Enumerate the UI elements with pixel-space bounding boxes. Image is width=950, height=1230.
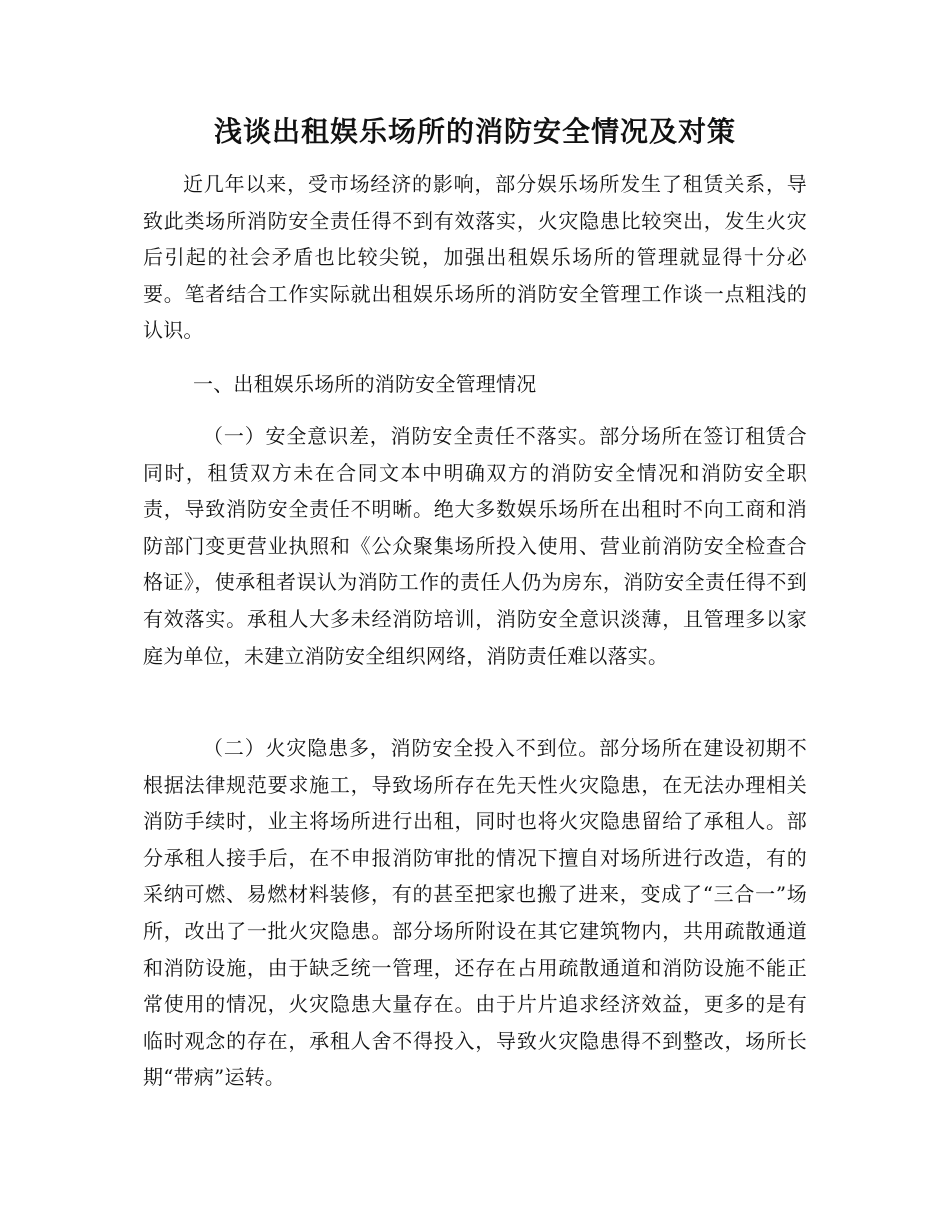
section-heading: 一、出租娱乐场所的消防安全管理情况 xyxy=(193,372,537,396)
document-title: 浅谈出租娱乐场所的消防安全情况及对策 xyxy=(213,115,736,148)
point-one-paragraph: （一）安全意识差，消防安全责任不落实。部分场所在签订租赁合同时，租赁双方未在合同文本中明确双方的消防安全情况和消防安全职责，导致消防安全责任不明晰。绝大多数娱乐场所在出租时不向工商和消防部门变更营业执照和《公众聚集场所投入使用、营业前消防安全检查合格证》，使承租者误认为消防工作的责任人仍为房东，消防安全责任得不到有效落实。承租人大多未经消防培训，消防安全意识淡薄，且管理多以家庭为单位，未建立消防安全组织网络，消防责任难以落实。 xyxy=(143,424,807,668)
intro-paragraph: 近几年以来，受市场经济的影响，部分娱乐场所发生了租赁关系，导致此类场所消防安全责任得不到有效落实，火灾隐患比较突出，发生火灾后引起的社会矛盾也比较尖锐，加强出租娱乐场所的管理就显得十分必要。笔者结合工作实际就出租娱乐场所的消防安全管理工作谈一点粗浅的认识。 xyxy=(143,172,807,343)
point-two-paragraph: （二）火灾隐患多，消防安全投入不到位。部分场所在建设初期不根据法律规范要求施工，导致场所存在先天性火灾隐患，在无法办理相关消防手续时，业主将场所进行出租，同时也将火灾隐患留给了承租人。部分承租人接手后，在不申报消防审批的情况下擅自对场所进行改造，有的采纳可燃、易燃材料装修，有的甚至把家也搬了进来，变成了“三合一”场所，改出了一批火灾隐患。部分场所附设在其它建筑物内，共用疏散通道和消防设施，由于缺乏统一管理，还存在占用疏散通道和消防设施不能正常使用的情况，火灾隐患大量存在。由于片片追求经济效益，更多的是有临时观念的存在，承租人舍不得投入，导致火灾隐患得不到整改，场所长期“带病”运转。 xyxy=(143,736,807,1090)
